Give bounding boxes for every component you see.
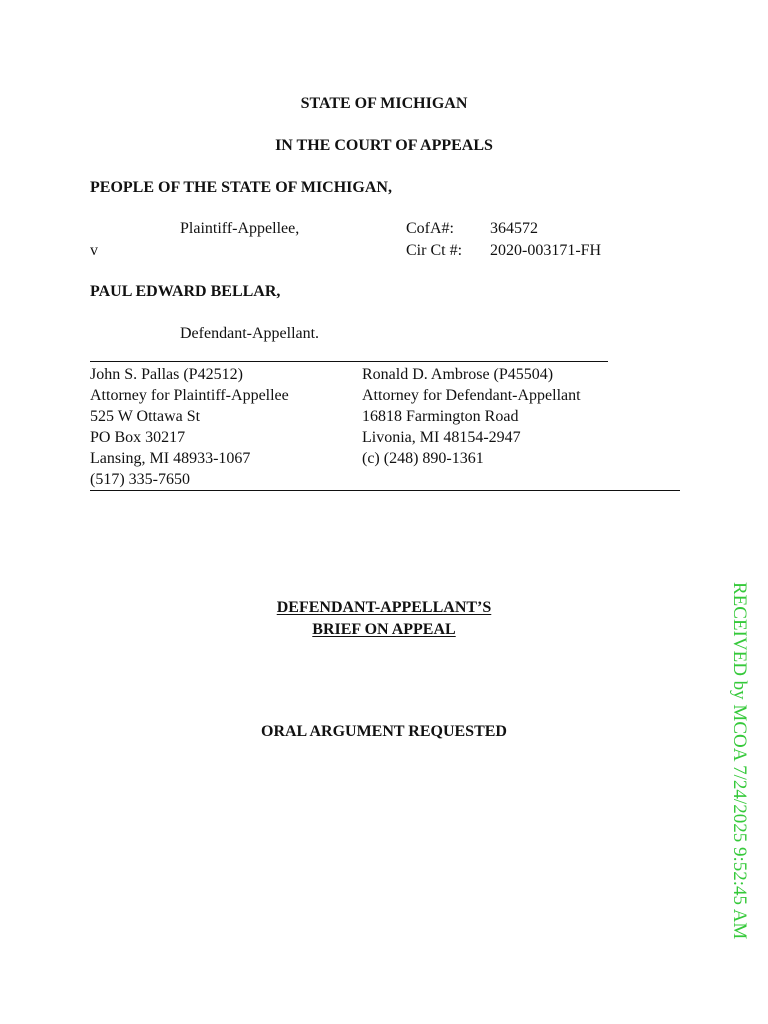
plaintiff-attorney-line: John S. Pallas (P42512) bbox=[90, 366, 243, 383]
plaintiff-attorney-line: 525 W Ottawa St bbox=[90, 408, 201, 425]
versus-label: v bbox=[90, 242, 98, 259]
defendant-attorney-line: Livonia, MI 48154-2947 bbox=[362, 429, 521, 446]
plaintiff-attorney-line: Lansing, MI 48933-1067 bbox=[90, 450, 251, 467]
defendant-attorney-line: Attorney for Defendant-Appellant bbox=[362, 387, 581, 404]
defendant-name: PAUL EDWARD BELLAR, bbox=[90, 283, 281, 300]
circuit-case-number: 2020-003171-FH bbox=[490, 242, 602, 259]
defendant-attorney-line: Ronald D. Ambrose (P45504) bbox=[362, 366, 554, 383]
brief-title-line1: DEFENDANT-APPELLANT’S bbox=[276, 599, 492, 616]
received-stamp: RECEIVED by MCOA 7/24/2025 9:52:45 AM bbox=[729, 582, 750, 940]
plaintiff-attorney-line: Attorney for Plaintiff-Appellee bbox=[90, 387, 289, 404]
plaintiff-role: Plaintiff-Appellee, bbox=[180, 220, 300, 237]
court-name-heading: IN THE COURT OF APPEALS bbox=[275, 137, 493, 154]
plaintiff-attorney-line: (517) 335-7650 bbox=[90, 471, 190, 488]
brief-title-line2: BRIEF ON APPEAL bbox=[312, 621, 456, 638]
counsel-divider bbox=[90, 490, 680, 491]
cofa-number: 364572 bbox=[490, 220, 538, 237]
oral-argument-notice: ORAL ARGUMENT REQUESTED bbox=[261, 723, 507, 740]
defendant-role: Defendant-Appellant. bbox=[180, 325, 320, 342]
court-state-heading: STATE OF MICHIGAN bbox=[300, 95, 468, 112]
plaintiff-name: PEOPLE OF THE STATE OF MICHIGAN, bbox=[90, 179, 392, 196]
defendant-attorney-line: (c) (248) 890-1361 bbox=[362, 450, 484, 467]
defendant-attorney-line: 16818 Farmington Road bbox=[362, 408, 519, 425]
caption-divider bbox=[90, 361, 608, 362]
plaintiff-attorney-line: PO Box 30217 bbox=[90, 429, 186, 446]
circuit-case-label: Cir Ct #: bbox=[406, 242, 463, 259]
cofa-label: CofA#: bbox=[406, 220, 454, 237]
